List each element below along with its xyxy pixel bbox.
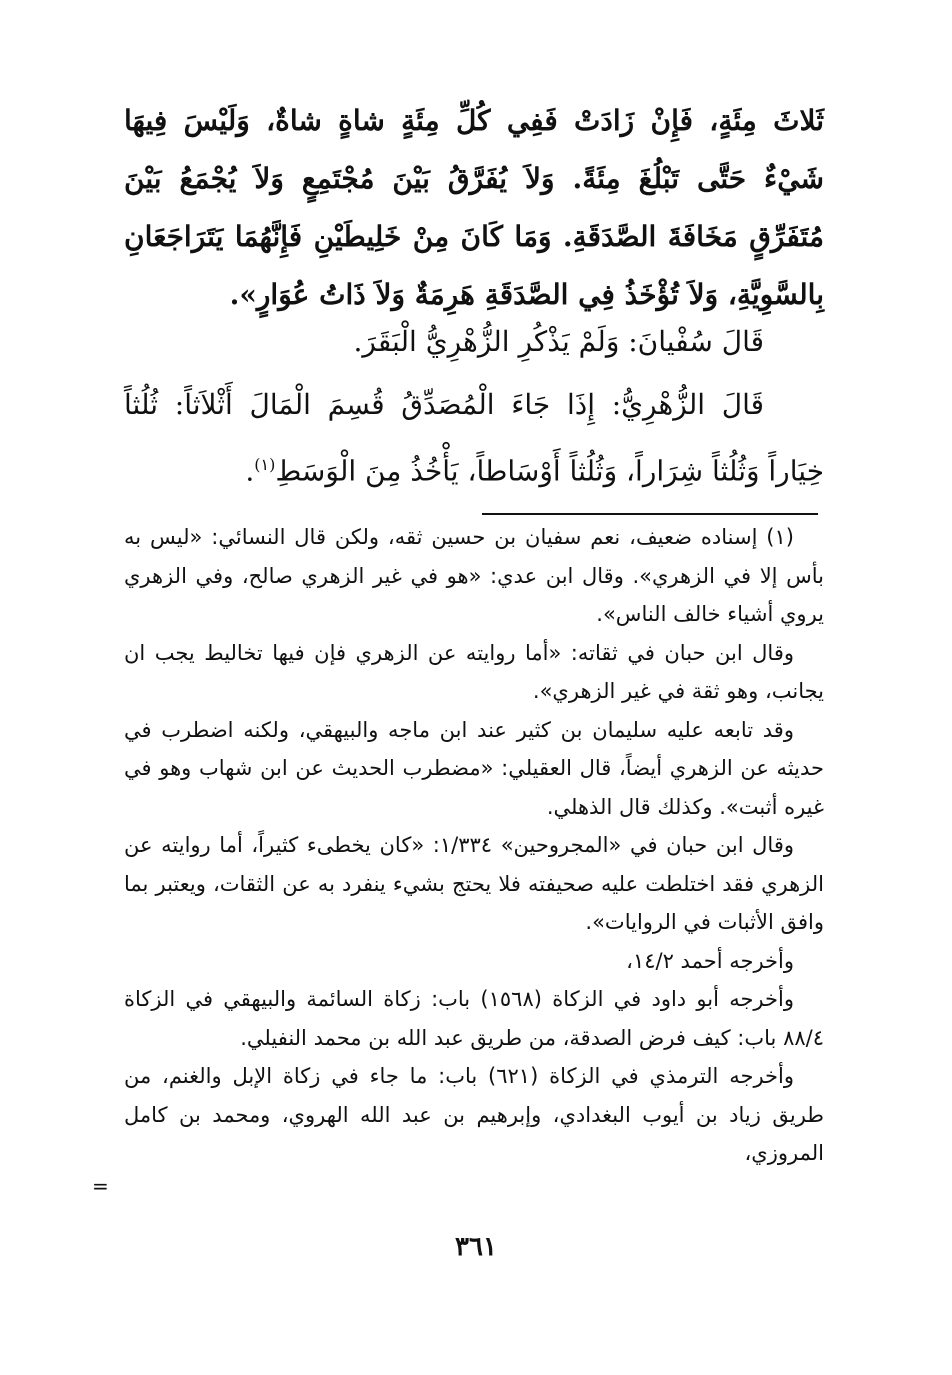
footnotes-section	[124, 518, 824, 1173]
footnote-reference[interactable]: (١)	[254, 455, 276, 474]
footnote-sulayman-ibn-kathir: وقد تابعه عليه سليمان بن كثير عند ابن ماجه والبيهقي، ولكنه اضطرب في حديثه عن الزهري أيضاً، قال العقيلي: «مضطرب الحديث عن ابن شهاب وهو في غيره أثبت». وكذلك قال الذهلي.	[124, 717, 824, 819]
zuhri-paragraph-end: .	[245, 454, 255, 488]
footnote-1: (١) إسناده ضعيف، نعم سفيان بن حسين ثقه، ولكن قال النسائي: «ليس به بأس إلا في الزهري». وقال ابن عدي: «هو في غير الزهري صالح، وفي الزهري يروي أشياء خالف الناس».	[124, 525, 824, 626]
footnote-divider	[482, 513, 818, 515]
footnote-ibn-hibban-thiqat: وقال ابن حبان في ثقاته: «أما روايته عن الزهري فإن فيها تخاليط يجب ان يجانب، وهو ثقة في غير الزهري».	[124, 640, 824, 703]
footnote-tirmidhi: وأخرجه الترمذي في الزكاة (٦٢١) باب: ما جاء في زكاة الإبل والغنم، من طريق زياد بن أيوب البغدادي، وإبرهيم بن عبد الله الهروي، ومحمد بن كامل المروزي،	[124, 1064, 824, 1165]
footnote-majruhin: وقال ابن حبان في «المجروحين» ١/٣٣٤: «كان يخطىء كثيراً، أما روايته عن الزهري فقد اختلطت عليه صحيفته فلا يحتج بشيء ينفرد به عن الثقات، ويعتبر بما وافق الأثبات في الروايات».	[124, 833, 824, 934]
footnote-ahmad: وأخرجه أحمد ١٤/٢،	[626, 948, 794, 973]
hadith-text: ثَلاثَ مِئَةٍ، فَإِنْ زَادَتْ فَفِي كُلِّ مِئَةٍ شاةٍ شاةٌ، وَلَيْسَ فِيهَا شَيْءٌ حَتَّى تَبْلُغَ مِئَةً. وَلاَ يُفَرَّقُ بَيْنَ مُجْتَمِعٍ وَلاَ يُجْمَعُ بَيْنَ مُتَفَرِّقٍ مَخَافَةَ الصَّدَقَةِ. وَمَا كَانَ مِنْ خَلِيطَيْنِ فَإِنَّهُمَا يَتَرَاجَعَانِ بِالسَّوِيَّةِ، وَلاَ تُؤْخَذُ فِي الصَّدَقَةِ هَرِمَةٌ وَلاَ ذَاتُ عُوَارٍ».	[124, 104, 824, 311]
zuhri-paragraph	[124, 375, 824, 501]
page-number: ٣٦١	[455, 1232, 497, 1262]
footnote-abu-dawud: وأخرجه أبو داود في الزكاة (١٥٦٨) باب: زكاة السائمة والبيهقي في الزكاة ٨٨/٤ باب: كيف فرض الصدقة، من طريق عبد الله بن محمد النفيلي.	[124, 987, 824, 1050]
zuhri-paragraph-text: قَالَ الزُّهْرِيُّ: إِذَا جَاءَ الْمُصَدِّقُ قُسِمَ الْمَالَ أَثْلاَثاً: ثُلُثاً خِيَاراً وَثُلُثاً شِرَاراً، وَثُلُثاً أَوْسَاطاً، يَأْخُذُ مِنَ الْوَسَطِ	[124, 388, 824, 488]
continuation-mark: =	[92, 1174, 109, 1198]
sufyan-paragraph: قَالَ سُفْيانَ: وَلَمْ يَذْكُرِ الزُّهْرِيُّ الْبَقَرَ.	[353, 325, 764, 358]
